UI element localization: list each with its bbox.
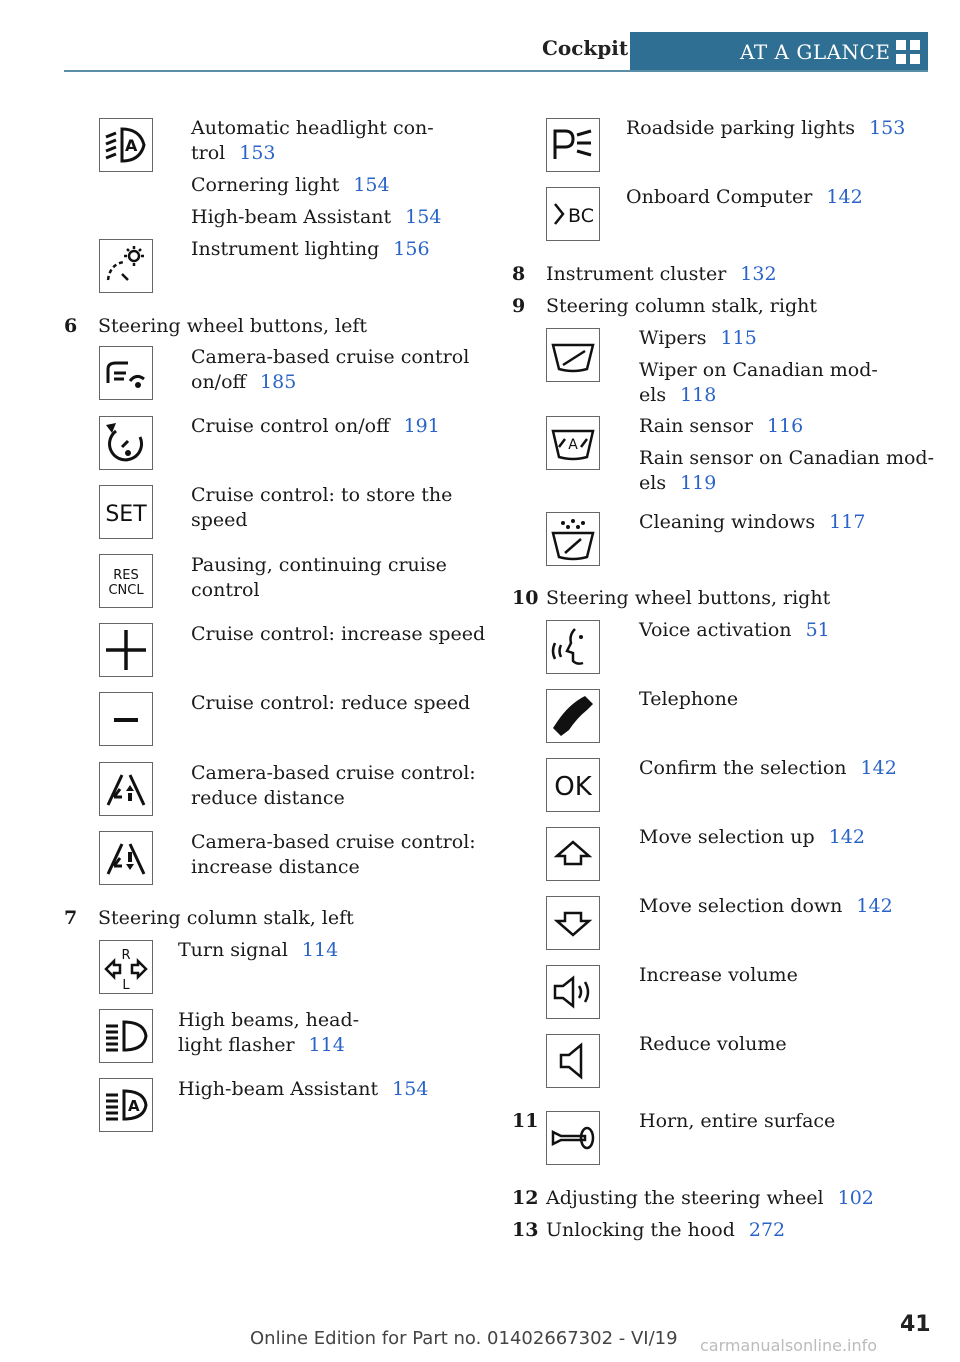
item-label: Steering wheel buttons, right <box>546 587 831 609</box>
text-line: Cornering light 154 <box>191 174 390 196</box>
text-line: Confirm the selection 142 <box>639 757 897 779</box>
wiper-icon <box>546 328 600 382</box>
svg-text:R: R <box>121 948 131 963</box>
text-line: High-beam Assistant 154 <box>191 206 442 228</box>
set-icon <box>99 485 153 539</box>
increase-distance-icon <box>99 831 153 885</box>
text-line: Move selection up 142 <box>639 826 865 848</box>
text-line: els 119 <box>639 472 717 494</box>
automatic-headlight-icon <box>99 118 153 172</box>
parking-lights-icon <box>546 118 600 172</box>
high-beam-assistant-icon <box>99 1078 153 1132</box>
svg-text:BC: BC <box>568 205 594 227</box>
text-line: Rain sensor on Canadian mod- <box>639 447 934 469</box>
minus-icon <box>99 692 153 746</box>
horn-icon <box>546 1111 600 1165</box>
footer-edition: Online Edition for Part no. 01402667302 - VI/19 <box>250 1328 678 1349</box>
text-line: Reduce volume <box>639 1033 787 1055</box>
item-number: 11 <box>512 1110 539 1132</box>
svg-text:A: A <box>125 136 138 155</box>
section-title: Cockpit <box>542 36 629 60</box>
ok-icon <box>546 758 600 812</box>
text-line: Horn, entire surface <box>639 1110 836 1132</box>
text-line: High-beam Assistant 154 <box>178 1078 429 1100</box>
chapter-banner <box>630 32 928 72</box>
text-line: Camera-based cruise control: <box>191 762 476 784</box>
svg-text:L: L <box>122 978 130 993</box>
item-label: Instrument cluster 132 <box>546 263 777 285</box>
item-label: Unlocking the hood 272 <box>546 1219 786 1241</box>
item-number: 9 <box>512 295 526 317</box>
instrument-lighting-icon <box>99 239 153 293</box>
text-line: High beams, head- <box>178 1009 360 1031</box>
text-line: Camera-based cruise control: <box>191 831 476 853</box>
text-line: Onboard Computer 142 <box>626 186 863 208</box>
washer-icon <box>546 512 600 566</box>
svg-text:RES: RES <box>113 568 139 583</box>
text-line: els 118 <box>639 384 717 406</box>
watermark: carmanualsonline.info <box>700 1336 878 1355</box>
text-line: Pausing, continuing cruise <box>191 554 447 576</box>
text-line: Automatic headlight con- <box>191 117 434 139</box>
text-line: increase distance <box>191 856 360 878</box>
text-line: Wiper on Canadian mod- <box>639 359 878 381</box>
text-line: Cruise control: increase speed <box>191 623 486 645</box>
rain-sensor-icon <box>546 416 600 470</box>
item-label: Steering wheel buttons, left <box>98 315 368 337</box>
header-rule <box>64 70 928 72</box>
svg-text:A: A <box>568 437 578 453</box>
chapter-title: AT A GLANCE <box>740 40 891 64</box>
svg-text:OK: OK <box>554 772 592 802</box>
item-number: 10 <box>512 587 539 609</box>
text-line: Turn signal 114 <box>178 939 339 961</box>
item-label: Adjusting the steering wheel 102 <box>546 1187 874 1209</box>
text-line: Roadside parking lights 153 <box>626 117 906 139</box>
onboard-computer-icon <box>546 187 600 241</box>
text-line: Wipers 115 <box>639 327 757 349</box>
text-line: Move selection down 142 <box>639 895 893 917</box>
svg-text:SET: SET <box>105 502 147 527</box>
text-line: on/off 185 <box>191 371 297 393</box>
item-number: 13 <box>512 1219 539 1241</box>
reduce-distance-icon <box>99 762 153 816</box>
text-line: control <box>191 579 260 601</box>
text-line: Telephone <box>639 688 739 710</box>
text-line: Cruise control: reduce speed <box>191 692 471 714</box>
res-cncl-icon <box>99 554 153 608</box>
camera-cruise-icon <box>99 346 153 400</box>
high-beams-icon <box>99 1009 153 1063</box>
item-label: Steering column stalk, left <box>98 907 354 929</box>
plus-icon <box>99 623 153 677</box>
svg-text:A: A <box>128 1097 140 1115</box>
text-line: reduce distance <box>191 787 345 809</box>
text-line: Camera-based cruise control <box>191 346 470 368</box>
svg-text:CNCL: CNCL <box>108 583 144 598</box>
text-line: Cleaning windows 117 <box>639 511 866 533</box>
text-line: light flasher 114 <box>178 1034 345 1056</box>
text-line: Cruise control on/off 191 <box>191 415 440 437</box>
grid-icon <box>896 40 920 64</box>
text-line: trol 153 <box>191 142 276 164</box>
item-number: 8 <box>512 263 526 285</box>
text-line: speed <box>191 509 248 531</box>
item-number: 12 <box>512 1187 539 1209</box>
text-line: Instrument lighting 156 <box>191 238 430 260</box>
text-line: Cruise control: to store the <box>191 484 453 506</box>
arrow-down-icon <box>546 896 600 950</box>
item-label: Steering column stalk, right <box>546 295 818 317</box>
item-number: 7 <box>64 907 78 929</box>
text-line: Rain sensor 116 <box>639 415 804 437</box>
arrow-up-icon <box>546 827 600 881</box>
cruise-control-icon <box>99 416 153 470</box>
telephone-icon <box>546 689 600 743</box>
voice-activation-icon <box>546 620 600 674</box>
volume-up-icon <box>546 965 600 1019</box>
page-number: 41 <box>900 1312 931 1337</box>
item-number: 6 <box>64 315 78 337</box>
turn-signal-icon <box>99 940 153 994</box>
text-line: Increase volume <box>639 964 798 986</box>
volume-down-icon <box>546 1034 600 1088</box>
text-line: Voice activation 51 <box>639 619 830 641</box>
